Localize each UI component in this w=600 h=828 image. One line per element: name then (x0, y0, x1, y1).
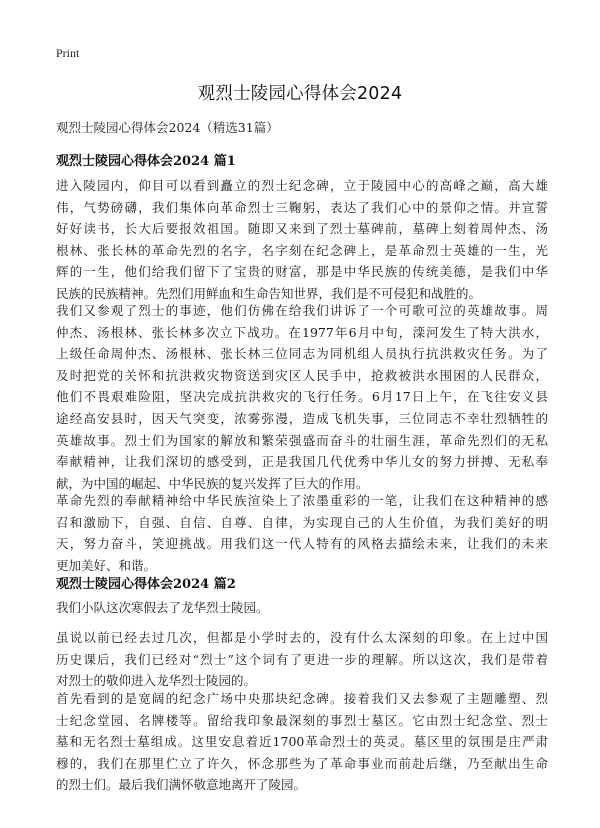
paragraph-line: 途经高安县时，因天气突变，浓雾弥漫，造成飞机失事，三位同志不幸壮烈牺牲的 (56, 410, 548, 426)
paragraph-line: 召和激励下，自强、自信、自尊、自律，为实现自己的人生价值，为我们美好的明 (56, 514, 548, 530)
paragraph-line: 首先看到的是宽阔的纪念广场中央那块纪念碑。接着我们又去参观了主题雕塑、烈 (56, 691, 548, 706)
paragraph-line: 仲杰、汤根林、张长林多次立下战功。在1977年6月中旬，滦河发生了特大洪水， (56, 324, 548, 340)
paragraph (56, 175, 548, 305)
paragraph-line: 伟，气势磅礴，我们集体向革命烈士三鞠躬，表达了我们心中的景仰之情。并宣誓 (56, 199, 548, 215)
paragraph-line: 我们又参观了烈士的事迹，他们仿佛在给我们讲诉了一个可歌可泣的英雄故事。周 (56, 303, 548, 318)
paragraph-line: 革命先烈的奉献精神给中华民族渲染上了浓墨重彩的一笔，让我们在这种精神的感 (56, 493, 548, 508)
paragraph-line: 历史课后，我们已经对“烈士”这个词有了更进一步的理解。所以这次，我们是带着 (56, 651, 548, 667)
section-heading-2: 观烈士陵园心得体会2024 篇2 (56, 577, 236, 592)
paragraph (56, 627, 548, 692)
paragraph-line: 天，努力奋斗，笑迎挑战。用我们这一代人特有的风格去描绘未来，让我们的未来 (56, 536, 548, 552)
paragraph-line: 对烈士的敬仰进入龙华烈士陵园的。 (56, 673, 257, 689)
paragraph-line: 民族的民族精神。先烈们用鲜血和生命告知世界，我们是不可侵犯和战胜的。 (56, 285, 482, 301)
paragraph-line: 进入陵园内，仰目可以看到矗立的烈士纪念碑，立于陵园中心的高峰之巅，高大雄 (56, 178, 548, 193)
paragraph-line: 上级任命周仲杰、汤根林、张长林三位同志为同机组人员执行抗洪救灾任务。为了 (56, 346, 548, 362)
paragraph-line: 士纪念堂园、名牌楼等。留给我印象最深刻的事烈士墓区。它由烈士纪念堂、烈士 (56, 712, 548, 728)
paragraph-line: 献，为中国的崛起、中华民族的复兴发挥了巨大的作用。 (56, 475, 369, 491)
paragraph-line: 我们小队这次寒假去了龙华烈士陵园。 (56, 600, 269, 615)
document-subtitle: 观烈士陵园心得体会2024（精选31篇） (56, 120, 279, 135)
paragraph-line: 他们不畏艰难险阻，坚决完成抗洪救灾的飞行任务。6月17日上午，在飞往安义县 (56, 389, 548, 405)
paragraph (56, 597, 548, 619)
paragraph-line: 更加美好、和谐。 (56, 557, 157, 573)
paragraph-line: 奉献精神，让我们深切的感受到，正是我国几代优秀中华儿女的努力拼搏、无私奉 (56, 454, 548, 470)
paragraph-line: 穆的，我们在那里伫立了许久，怀念那些为了革命事业而前赴后继，乃至献出生命 (56, 755, 548, 771)
print-link[interactable]: Print (56, 46, 80, 60)
paragraph (56, 300, 548, 494)
section-heading-1: 观烈士陵园心得体会2024 篇1 (56, 154, 236, 169)
paragraph (56, 490, 548, 576)
paragraph-line: 英雄故事。烈士们为国家的解放和繁荣强盛而奋斗的壮丽生涯，革命先烈们的无私 (56, 432, 548, 448)
paragraph-line: 好好读书，长大后要报效祖国。随即又来到了烈士墓碑前，墓碑上刻着周仲杰、汤 (56, 221, 548, 237)
paragraph (56, 688, 548, 796)
paragraph-line: 根林、张长林的革命先烈的名字，名字刻在纪念碑上，是革命烈士英雄的一生，光 (56, 242, 548, 258)
paragraph-line: 墓和无名烈士墓组成。这里安息着近1700革命烈士的英灵。墓区里的氛围是庄严肃 (56, 734, 548, 750)
paragraph-line: 辉的一生，他们给我们留下了宝贵的财富，那是中华民族的传统美德，是我们中华 (56, 264, 548, 280)
paragraph-line: 虽说以前已经去过几次，但都是小学时去的，没有什么太深刻的印象。在上过中国 (56, 630, 548, 645)
paragraph-line: 及时把党的关怀和抗洪救灾物资送到灾区人民手中，抢救被洪水围困的人民群众， (56, 367, 548, 383)
page-title: 观烈士陵园心得体会2024 (197, 84, 403, 104)
paragraph-line: 的烈士们。最后我们满怀敬意地离开了陵园。 (56, 777, 307, 793)
